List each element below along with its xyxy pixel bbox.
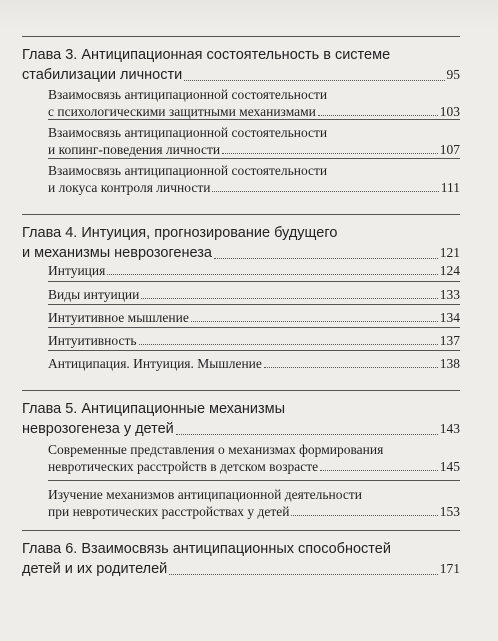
section-page-number: 138: [439, 356, 460, 371]
section-title-line2: при невротических расстройствах у детей: [48, 504, 290, 519]
section-page-number: 103: [439, 104, 460, 119]
dot-leader: [191, 321, 438, 322]
section-title: Интуитивность: [48, 333, 137, 348]
dot-leader: [212, 191, 438, 192]
chapter-page-number: 171: [439, 561, 460, 576]
dot-leader: [214, 258, 438, 259]
toc-section[interactable]: [48, 124, 460, 158]
toc-chapter-4[interactable]: [22, 224, 460, 263]
section-separator: [48, 480, 460, 481]
section-separator: [48, 158, 460, 159]
dot-leader: [141, 298, 437, 299]
section-title-line2: невротических расстройств в детском возрасте: [48, 459, 319, 474]
section-title-line2: с психологическими защитными механизмами: [48, 104, 316, 119]
toc-section[interactable]: [48, 309, 460, 326]
chapter-separator: [22, 214, 460, 215]
toc-section[interactable]: [48, 262, 460, 279]
section-title: Виды интуиции: [48, 287, 140, 302]
chapter-title-line2: неврозогенеза у детей: [22, 421, 174, 437]
section-title-line2: и копинг-поведения личности: [48, 142, 221, 157]
toc-section[interactable]: [48, 86, 460, 120]
chapter-page-number: 121: [439, 245, 460, 260]
section-page-number: 133: [439, 287, 460, 302]
section-title-line1: Взаимосвязь антиципационной состоятельности: [48, 87, 328, 102]
dot-leader: [222, 153, 438, 154]
dot-leader: [139, 344, 438, 345]
chapter-title-line2: и механизмы неврозогенеза: [22, 245, 212, 261]
toc-section[interactable]: [48, 355, 460, 372]
chapter-page-number: 95: [446, 67, 460, 82]
section-title-line1: Изучение механизмов антиципационной деятельности: [48, 487, 362, 502]
section-page-number: 134: [439, 310, 460, 325]
dot-leader: [320, 470, 438, 471]
section-title-line2: и локуса контроля личности: [48, 180, 211, 195]
chapter-title-line1: Глава 5. Антиципационные механизмы: [22, 401, 286, 417]
section-title-line1: Взаимосвязь антиципационной состоятельности: [48, 163, 328, 178]
chapter-page-number: 143: [439, 421, 460, 436]
toc-chapter-3[interactable]: [22, 46, 460, 85]
dot-leader: [318, 115, 438, 116]
dot-leader: [176, 434, 438, 435]
section-page-number: 153: [439, 504, 460, 519]
section-separator: [48, 281, 460, 282]
chapter-separator: [22, 390, 460, 391]
dot-leader: [107, 274, 437, 275]
section-page-number: 124: [439, 263, 460, 278]
section-separator: [48, 304, 460, 305]
toc-section[interactable]: [48, 441, 460, 475]
section-page-number: 137: [439, 333, 460, 348]
chapter-title-line1: Глава 4. Интуиция, прогнозирование будущего: [22, 225, 338, 241]
show-through-area: [0, 0, 498, 30]
toc-section[interactable]: [48, 486, 460, 520]
dot-leader: [264, 367, 438, 368]
section-separator: [48, 350, 460, 351]
toc-section[interactable]: [48, 286, 460, 303]
section-page-number: 107: [439, 142, 460, 157]
section-page-number: 111: [440, 180, 460, 195]
section-title: Интуиция: [48, 263, 106, 278]
dot-leader: [291, 515, 437, 516]
toc-section[interactable]: [48, 162, 460, 196]
chapter-title-line1: Глава 6. Взаимосвязь антиципационных способностей: [22, 541, 391, 557]
section-title-line1: Современные представления о механизмах формирования: [48, 442, 384, 457]
toc-chapter-6[interactable]: [22, 540, 460, 579]
dot-leader: [169, 574, 437, 575]
chapter-separator: [22, 530, 460, 531]
chapter-title-line2: стабилизации личности: [22, 67, 183, 83]
section-title: Интуитивное мышление: [48, 310, 189, 325]
section-title: Антиципация. Интуиция. Мышление: [48, 356, 262, 371]
section-separator: [48, 119, 460, 120]
dot-leader: [184, 80, 444, 81]
toc-chapter-5[interactable]: [22, 400, 460, 439]
chapter-separator: [22, 36, 460, 37]
toc-section[interactable]: [48, 332, 460, 349]
chapter-title-line1: Глава 3. Антиципационная состоятельность в системе: [22, 47, 391, 63]
section-title-line1: Взаимосвязь антиципационной состоятельности: [48, 125, 328, 140]
chapter-title-line2: детей и их родителей: [22, 561, 168, 577]
section-page-number: 145: [439, 459, 460, 474]
section-separator: [48, 327, 460, 328]
